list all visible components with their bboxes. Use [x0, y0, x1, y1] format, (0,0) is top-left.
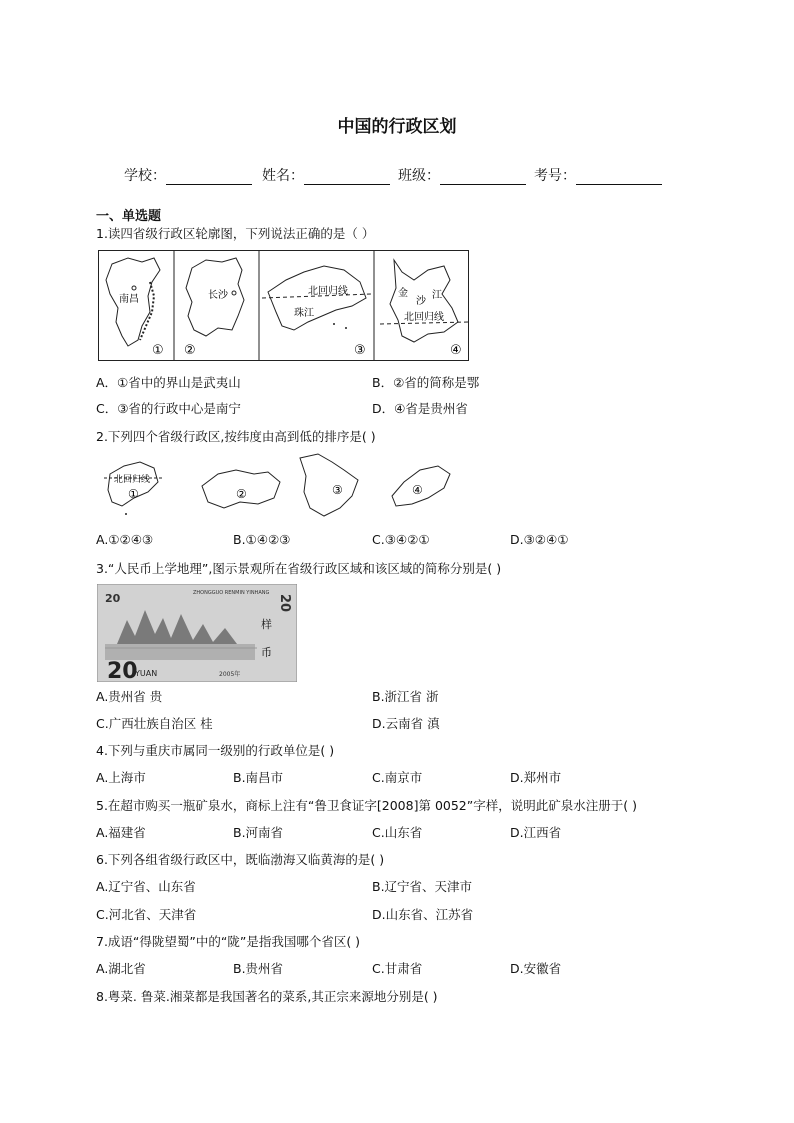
q1-option-c[interactable]: C．③省的行政中心是南宁 [96, 401, 241, 416]
q6-option-c[interactable]: C.河北省、天津省 [96, 907, 197, 922]
banknote-header: ZHONGGUO RENMIN YINHANG [193, 590, 270, 596]
q4-option-b[interactable]: B.南昌市 [233, 770, 284, 785]
name-blank[interactable] [304, 170, 390, 185]
q4-option-a[interactable]: A.上海市 [96, 770, 146, 785]
info-school [124, 165, 258, 185]
question-6: 6.下列各组省级行政区中，既临渤海又临黄海的是( ) [96, 852, 385, 867]
q7-option-d[interactable]: D.安徽省 [510, 961, 562, 976]
q5-option-b[interactable]: B.河南省 [233, 825, 284, 840]
q2-option-c[interactable]: C.③④②① [372, 532, 430, 547]
info-class [398, 165, 532, 185]
section-heading: 一、单选题 [96, 209, 162, 224]
banknote-big-20: 20 [107, 659, 138, 682]
q1-option-d[interactable]: D．④省是贵州省 [372, 401, 468, 416]
info-number [534, 165, 668, 185]
q5-option-c[interactable]: C.山东省 [372, 825, 423, 840]
label-tropic: 北回归线 [308, 286, 348, 297]
q7-option-b[interactable]: B.贵州省 [233, 961, 284, 976]
q6-option-d[interactable]: D.山东省、江苏省 [372, 907, 474, 922]
q2-label-tropic: 北回归线 [114, 475, 151, 485]
q6-option-b[interactable]: B.辽宁省、天津市 [372, 879, 473, 894]
q6-option-a[interactable]: A.辽宁省、山东省 [96, 879, 196, 894]
info-name [262, 165, 396, 185]
map-4-number: ④ [450, 343, 462, 358]
label-zhujiang: 珠江 [294, 308, 314, 319]
school-blank[interactable] [166, 170, 252, 185]
q2-option-a[interactable]: A.①②④③ [96, 532, 154, 547]
q2-option-d[interactable]: D.③②④① [510, 532, 569, 547]
map-3-outline [268, 266, 366, 330]
banknote-sample-2: 币 [261, 646, 272, 659]
label-sha: 沙 [416, 296, 426, 307]
q5-option-a[interactable]: A.福建省 [96, 825, 146, 840]
q3-option-c[interactable]: C.广西壮族自治区 桂 [96, 716, 213, 731]
q2-map-3-outline [300, 454, 358, 516]
q2-map-2-number: ② [236, 487, 247, 501]
label-tropic-2: 北回归线 [404, 312, 444, 323]
banknote-image [97, 584, 297, 682]
class-blank[interactable] [440, 170, 526, 185]
banknote-yuan: YUAN [135, 669, 158, 678]
q2-map-1-number: ① [128, 487, 139, 501]
map-3-number: ③ [354, 343, 366, 358]
q2-option-b[interactable]: B.①④②③ [233, 532, 291, 547]
question-1: 1.读四省级行政区轮廓图，下列说法正确的是（ ） [96, 226, 375, 241]
question-3: 3.“人民币上学地理”,图示景观所在省级行政区域和该区域的简称分别是( ) [96, 561, 502, 576]
label-nanchang: 南昌 [119, 294, 139, 305]
question-7: 7.成语“得陇望蜀”中的“陇”是指我国哪个省区( ) [96, 934, 361, 949]
question-8: 8.粤菜. 鲁菜.湘菜都是我国著名的菜系,其正宗来源地分别是( ) [96, 989, 438, 1004]
label-jiang: 江 [432, 290, 442, 301]
name-label: 姓名： [262, 168, 304, 184]
q2-map-4-number: ④ [412, 483, 423, 497]
q5-option-d[interactable]: D.江西省 [510, 825, 562, 840]
q3-option-a[interactable]: A.贵州省 贵 [96, 689, 163, 704]
label-changsha: 长沙 [208, 290, 228, 301]
label-jin: 金 [398, 288, 408, 299]
banknote-top-left: 20 [105, 592, 121, 605]
number-blank[interactable] [576, 170, 662, 185]
map-2-number: ② [184, 343, 196, 358]
number-label: 考号： [534, 168, 576, 184]
class-label: 班级： [398, 168, 440, 184]
q7-option-a[interactable]: A.湖北省 [96, 961, 146, 976]
q4-option-c[interactable]: C.南京市 [372, 770, 423, 785]
q4-option-d[interactable]: D.郑州市 [510, 770, 562, 785]
map-1-number: ① [152, 343, 164, 358]
banknote-right-number: 20 [277, 594, 292, 613]
q2-map-3-number: ③ [332, 483, 343, 497]
school-label: 学校： [124, 168, 166, 184]
q3-option-b[interactable]: B.浙江省 浙 [372, 689, 439, 704]
banknote-year: 2005年 [219, 671, 241, 678]
banknote-sample-1: 样 [261, 618, 272, 631]
question-4: 4.下列与重庆市属同一级别的行政单位是( ) [96, 743, 335, 758]
q7-option-c[interactable]: C.甘肃省 [372, 961, 423, 976]
question-5: 5.在超市购买一瓶矿泉水，商标上注有“鲁卫食证字[2008]第 0052”字样，说明此矿泉水注册于( ) [96, 798, 637, 813]
question-2: 2.下列四个省级行政区,按纬度由高到低的排序是( ) [96, 429, 376, 444]
q3-option-d[interactable]: D.云南省 滇 [372, 716, 440, 731]
page-title: 中国的行政区划 [337, 117, 457, 137]
q1-option-a[interactable]: A．①省中的界山是武夷山 [96, 375, 241, 390]
q2-province-maps [96, 452, 476, 524]
q1-option-b[interactable]: B．②省的简称是鄂 [372, 375, 480, 390]
q1-province-maps [98, 250, 470, 362]
